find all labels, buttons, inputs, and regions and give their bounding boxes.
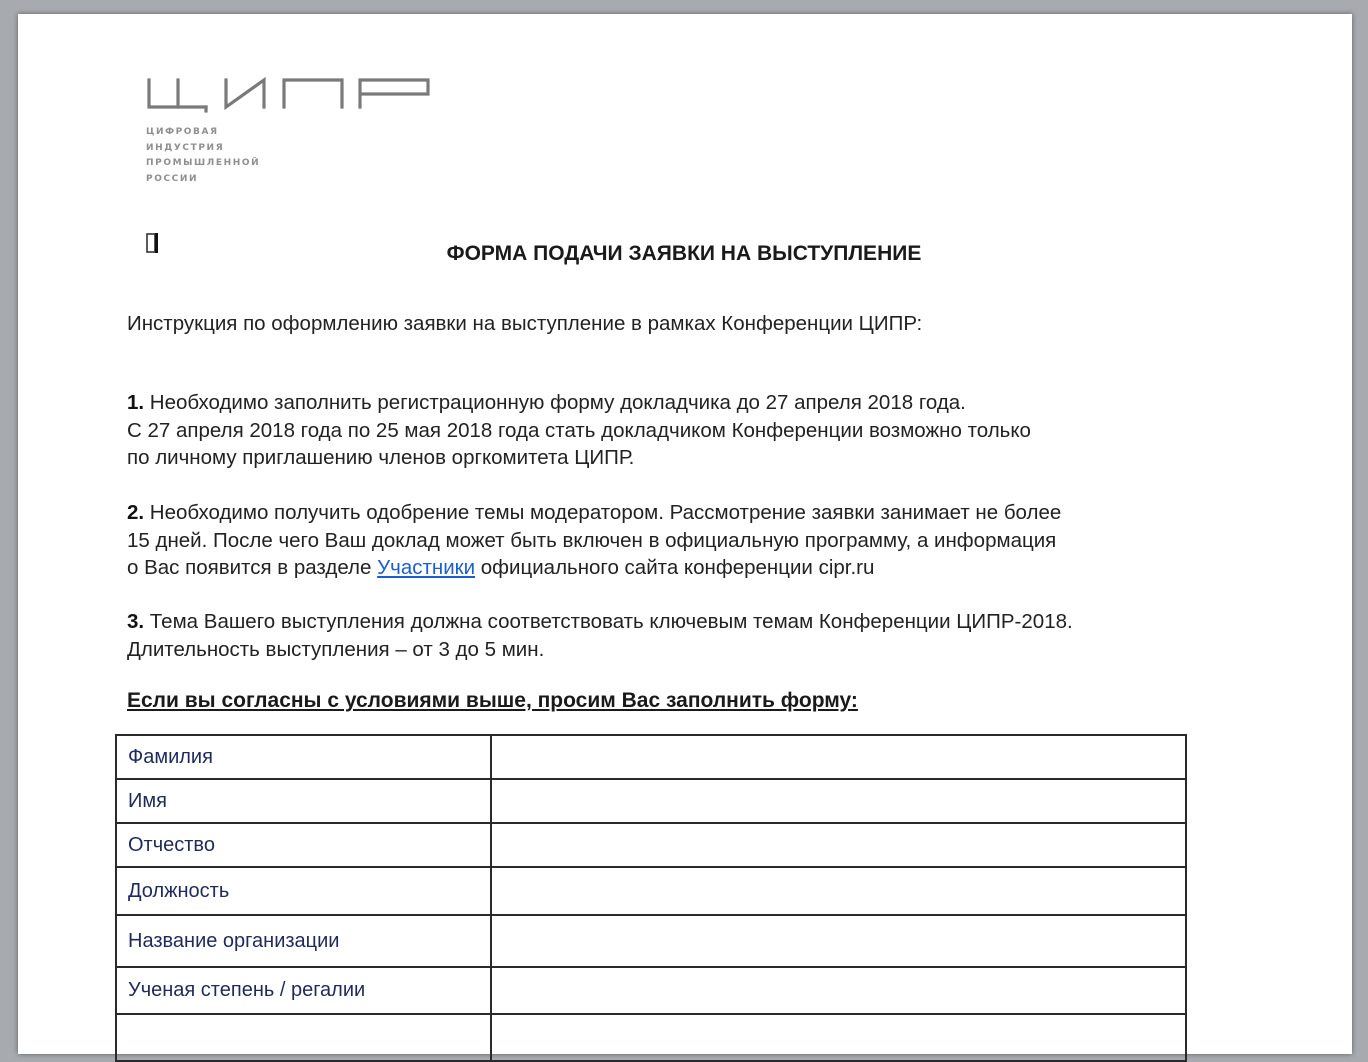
item-line: Необходимо получить одобрение темы модератором. Рассмотрение заявки занимает не более (144, 501, 1062, 524)
item-line: 15 дней. После чего Ваш доклад может быть включен в официальную программу, а информация (127, 528, 1057, 552)
field-value[interactable] (491, 967, 1186, 1014)
table-row (116, 915, 1186, 967)
logo-subtitle-line: РОССИИ (146, 173, 199, 184)
instruction-text: Инструкция по оформлению заявки на выступление в рамках Конференции ЦИПР: (127, 312, 923, 335)
table-row (116, 823, 1186, 867)
item-line: Необходимо заполнить регистрационную форму докладчика до 27 апреля 2018 года. (144, 391, 966, 414)
field-value[interactable] (491, 823, 1186, 867)
field-value[interactable] (491, 779, 1186, 823)
field-value[interactable] (491, 915, 1186, 967)
logo-subtitle-line: ЦИФРОВАЯ (146, 127, 219, 137)
field-label: Название организации (116, 915, 491, 967)
document-title: ФОРМА ПОДАЧИ ЗАЯВКИ НА ВЫСТУПЛЕНИЕ (446, 242, 922, 265)
item-line: Длительность выступления – от 3 до 5 мин. (127, 637, 545, 661)
application-form-table (115, 734, 1187, 1062)
table-row (116, 735, 1186, 779)
item-number: 3. (127, 610, 145, 633)
item-line: Тема Вашего выступления должна соответствовать ключевым темам Конференции ЦИПР-2018. (144, 610, 1073, 633)
agreement-heading: Если вы согласны с условиями выше, просим Вас заполнить форму: (127, 689, 858, 712)
item-number: 2. (127, 501, 145, 524)
table-row (116, 967, 1186, 1014)
instruction-item-3 (127, 608, 1247, 663)
item-line: по личному приглашению членов оргкомитета ЦИПР. (127, 446, 635, 469)
field-value[interactable] (491, 1014, 1186, 1061)
logo-subtitle-line: ИНДУСТРИЯ (146, 142, 225, 153)
field-value[interactable] (491, 735, 1186, 779)
field-label: Ученая степень / регалии (116, 967, 491, 1014)
table-row (116, 867, 1186, 915)
table-row (116, 1014, 1186, 1061)
item-line: о Вас появится в разделе (127, 556, 378, 579)
instruction-item-2 (127, 499, 1247, 582)
table-row (116, 779, 1186, 823)
item-line: С 27 апреля 2018 года по 25 мая 2018 года стать докладчиком Конференции возможно только (127, 418, 1031, 442)
participants-link[interactable]: Участники (377, 556, 476, 579)
field-label (116, 1014, 491, 1061)
field-label: Должность (116, 867, 491, 915)
field-label: Фамилия (116, 735, 491, 779)
field-value[interactable] (491, 867, 1186, 915)
field-label: Отчество (116, 823, 491, 867)
logo-subtitle (146, 125, 260, 187)
item-number: 1. (127, 391, 145, 414)
field-label: Имя (116, 779, 491, 823)
instruction-item-1 (127, 389, 1247, 472)
cipr-logo-mark (146, 76, 436, 116)
cipr-logo (146, 76, 446, 196)
item-line: официального сайта конференции cipr.ru (475, 556, 875, 579)
logo-subtitle-line: ПРОМЫШЛЕННОЙ (146, 158, 261, 168)
